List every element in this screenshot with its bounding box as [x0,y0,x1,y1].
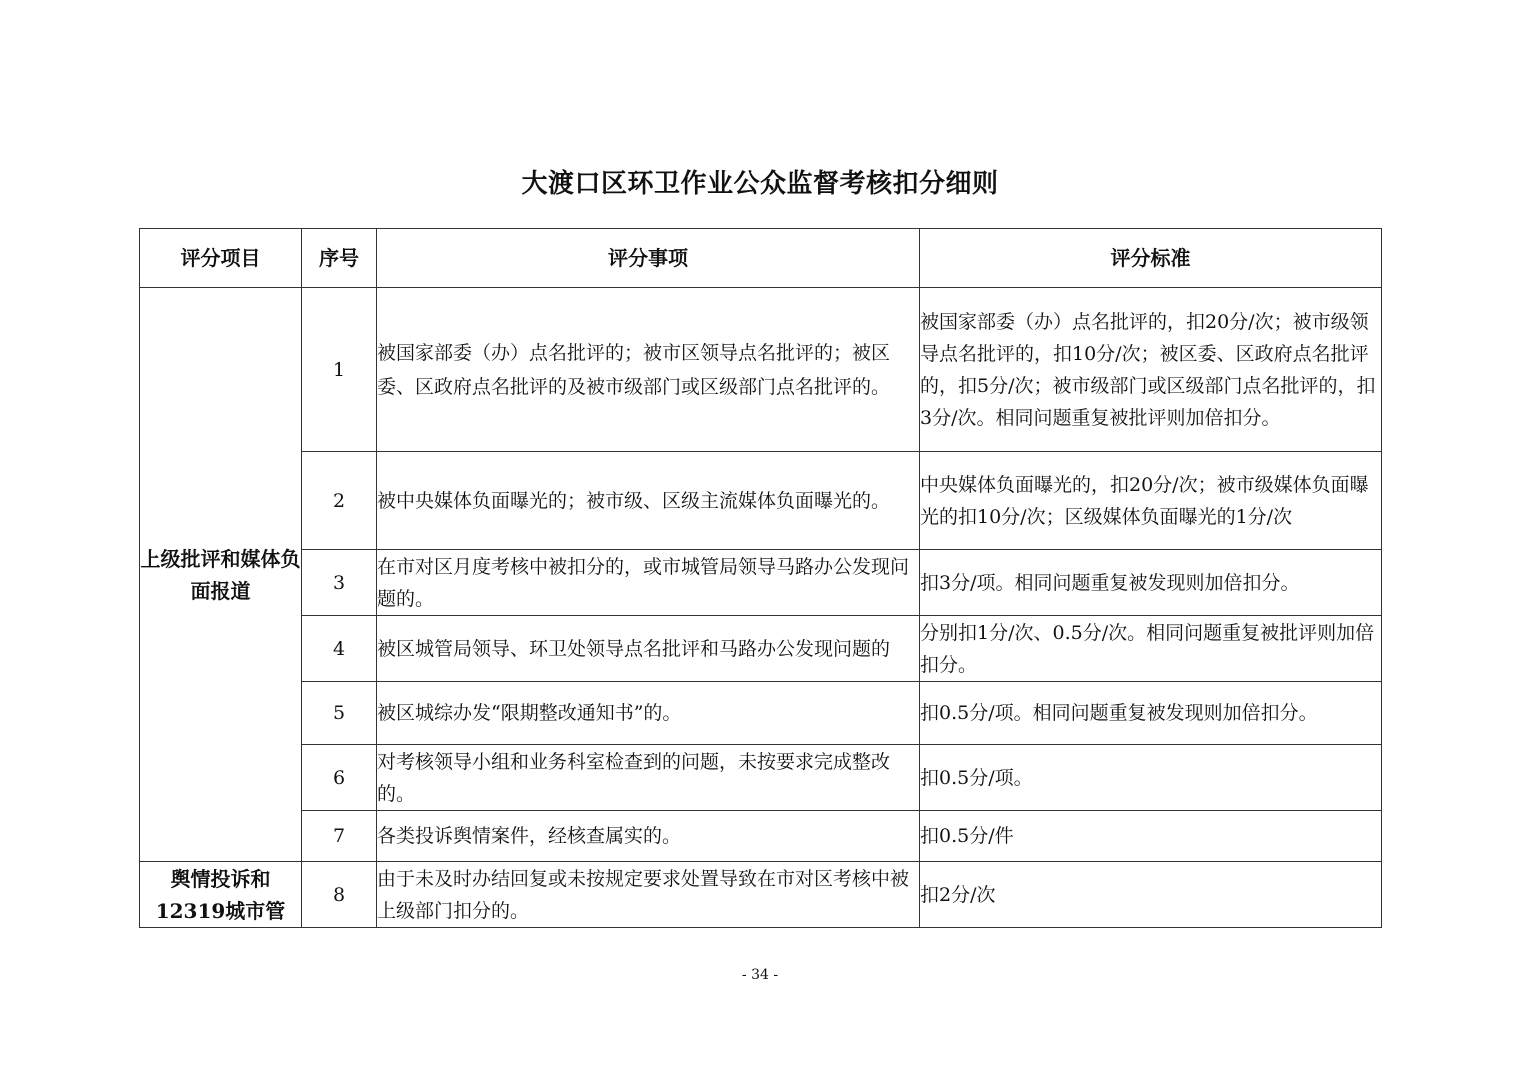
header-item: 评分事项 [377,229,920,288]
table-row [140,682,1382,745]
seq-cell: 5 [302,682,377,745]
scoring-table [139,228,1382,928]
item-cell: 对考核领导小组和业务科室检查到的问题，未按要求完成整改的。 [377,745,920,811]
standard-cell: 扣2分/次 [920,862,1382,928]
header-category: 评分项目 [140,229,302,288]
item-cell: 被区城管局领导、环卫处领导点名批评和马路办公发现问题的 [377,616,920,682]
category-cell: 上级批评和媒体负面报道 [140,288,302,862]
seq-cell: 3 [302,550,377,616]
document-title: 大渡口区环卫作业公众监督考核扣分细则 [521,169,999,199]
item-cell: 在市对区月度考核中被扣分的，或市城管局领导马路办公发现问题的。 [377,550,920,616]
standard-cell: 扣0.5分/项。 [920,745,1382,811]
item-cell: 被国家部委（办）点名批评的；被市区领导点名批评的；被区委、区政府点名批评的及被市级部门或区级部门点名批评的。 [377,288,920,452]
item-cell: 各类投诉舆情案件，经核查属实的。 [377,811,920,862]
item-cell: 被区城综办发“限期整改通知书”的。 [377,682,920,745]
standard-cell: 扣0.5分/项。相同问题重复被发现则加倍扣分。 [920,682,1382,745]
table-row [140,288,1382,452]
table-header-row [140,229,1382,288]
item-cell: 被中央媒体负面曝光的；被市级、区级主流媒体负面曝光的。 [377,452,920,550]
seq-cell: 2 [302,452,377,550]
seq-cell: 4 [302,616,377,682]
standard-cell: 分别扣1分/次、0.5分/次。相同问题重复被批评则加倍扣分。 [920,616,1382,682]
item-cell: 由于未及时办结回复或未按规定要求处置导致在市对区考核中被上级部门扣分的。 [377,862,920,928]
table-row [140,745,1382,811]
table-row [140,452,1382,550]
seq-cell: 1 [302,288,377,452]
standard-cell: 扣3分/项。相同问题重复被发现则加倍扣分。 [920,550,1382,616]
page-number: - 34 - [741,967,779,983]
category-cell: 舆情投诉和12319城市管 [140,862,302,928]
table-row [140,862,1382,928]
seq-cell: 7 [302,811,377,862]
table-row [140,811,1382,862]
seq-cell: 6 [302,745,377,811]
header-standard: 评分标准 [920,229,1382,288]
standard-cell: 扣0.5分/件 [920,811,1382,862]
standard-cell: 被国家部委（办）点名批评的，扣20分/次；被市级领导点名批评的，扣10分/次；被区委、区政府点名批评的，扣5分/次；被市级部门或区级部门点名批评的，扣3分/次。相同问题重复被批评则加倍扣分。 [920,288,1382,452]
table-row [140,616,1382,682]
table-row [140,550,1382,616]
seq-cell: 8 [302,862,377,928]
header-seq: 序号 [302,229,377,288]
standard-cell: 中央媒体负面曝光的，扣20分/次；被市级媒体负面曝光的扣10分/次；区级媒体负面曝光的1分/次 [920,452,1382,550]
